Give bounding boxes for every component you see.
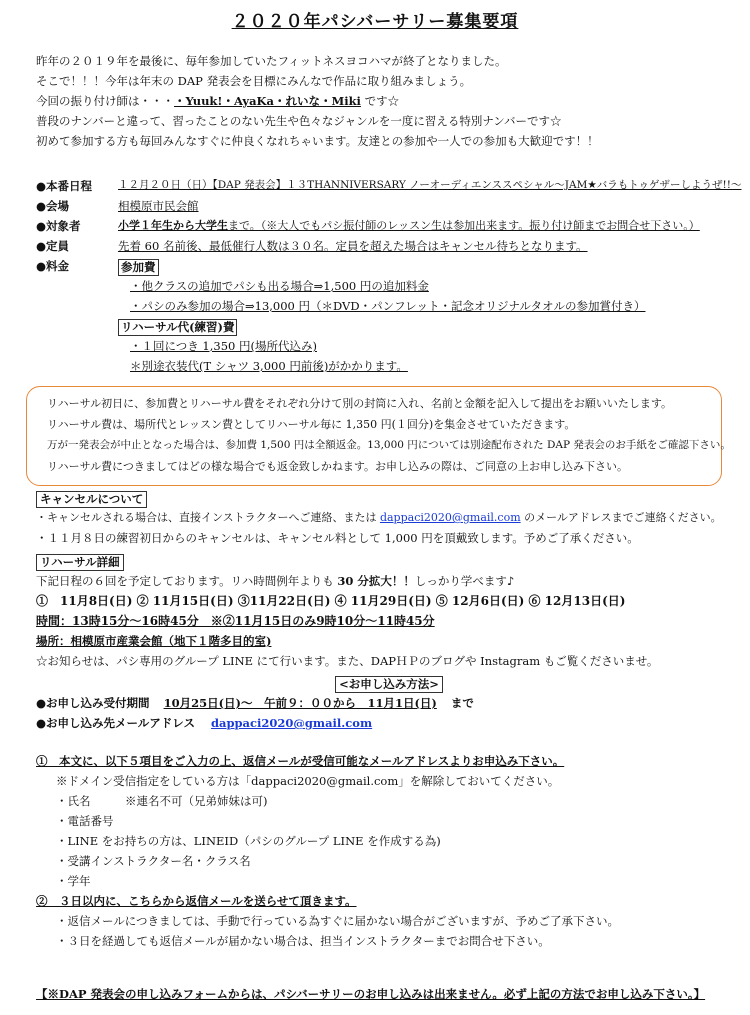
intro-section (36, 54, 726, 154)
apply-period (36, 696, 742, 716)
apply-period-suffix: まで (450, 696, 474, 710)
rehearsal-place: 場所：相模原市産業会館（地下１階多目的室) (36, 634, 272, 648)
apply-item: ・氏名 ※連名不可（兄弟姉妹は可) (56, 794, 268, 808)
target-rest: まで。（※大人でもパシ振付師のレッスン生は参加出来ます。振り付け師までお問合せ下さい。） (228, 219, 700, 232)
apply-item: ・LINE をお持ちの方は、LINEID（パシのグループ LINE を作成する為) (56, 834, 441, 848)
capacity-label: ●定員 (36, 239, 70, 253)
fee-line (36, 359, 736, 379)
info-row-fee (36, 259, 736, 279)
fee-box-label: リハーサル代(練習)費 (118, 319, 237, 336)
fee-line (36, 279, 736, 299)
intro-line: 昨年の２０１９年を最後に、毎年参加していたフィットネスヨコハマが終了となりました。 (36, 54, 507, 68)
intro-line: そこで！！！今年は年末の DAP 発表会を目標にみんなで作品に取り組みましょう。 (36, 74, 472, 88)
fee-line-text: ・パシのみ参加の場合⇒13,000 円（＊DVD・パンフレット・記念オリジナルタオルの参加賞付き） (130, 299, 646, 313)
apply-email-label: ●お申し込み先メールアドレス (36, 716, 195, 730)
notice-line: リハーサル費につきましてはどの様な場合でも返金致しかねます。お申し込みの際は、ご同意の上お申し込み下さい。 (47, 460, 629, 473)
target-label: ●対象者 (36, 219, 81, 233)
target-value (118, 219, 700, 233)
rehearsal-line (36, 574, 742, 594)
cancel-heading-row (36, 491, 742, 511)
cancel-heading: キャンセルについて (36, 491, 147, 508)
venue-value: 相模原市民会館 (118, 199, 199, 213)
apply-step-note: ・返信メールにつきましては、手動で行っている為すぐに届かない場合がございますが、予めご了承下さい。 (56, 914, 620, 928)
fee-line (36, 339, 736, 359)
cancel-section (36, 491, 742, 551)
apply-period-value: 10月25日(日)～ 午前９：００から 11月1日(日) (163, 696, 437, 710)
cancel-line (36, 511, 742, 531)
info-row-venue (36, 199, 736, 219)
cancel-line-prefix: ・キャンセルされる場合は、直接インストラクターへご連絡、または (36, 511, 380, 524)
capacity-value: 先着 60 名前後、最低催行人数は３０名。定員を超えた場合はキャンセル待ちとなります。 (118, 239, 588, 253)
fee-line (36, 299, 736, 319)
apply-heading: <お申し込み方法> (335, 676, 443, 693)
fee-line-text: ＊別途衣装代(T シャツ 3,000 円前後)がかかります。 (130, 359, 408, 373)
apply-item: ・受講インストラクター名・クラス名 (56, 854, 251, 868)
intro-line (36, 94, 726, 114)
apply-step-2: ② ３日以内に、こちらから返信メールを送らせて頂きます。 (36, 894, 357, 908)
apply-item: ・学年 (56, 874, 91, 888)
cancel-email-link[interactable]: dappaci2020@gmail.com (379, 511, 521, 524)
page-title: ２０２０年パシバーサリー募集要項 (231, 12, 519, 32)
apply-period-label: ●お申し込み受付期間 (36, 696, 150, 710)
rehearsal-line-suffix: しっかり学べます♪ (414, 574, 515, 588)
choreographer-suffix: です☆ (360, 94, 400, 108)
info-row-capacity (36, 239, 736, 259)
rehearsal-line-prefix: 下記日程の６回を予定しております。リハ時間例年よりも (36, 574, 338, 588)
footer-warning: 【※DAP 発表会の申し込みフォームからは、パシバーサリーのお申し込みは出来ません。必ず上記の方法でお申し込み下さい。】 (36, 987, 706, 1001)
event-info (36, 179, 742, 379)
date-label: ●本番日程 (36, 179, 93, 193)
choreographer-prefix: 今回の振り付け師は・・・ (36, 94, 174, 108)
rehearsal-notice: ☆お知らせは、パシ専用のグループ LINE にて行います。また、DAPＨＰのブログや Instagram もご覧くださいませ。 (36, 654, 659, 668)
rehearsal-section (36, 554, 742, 674)
rehearsal-time: 時間：13時15分～16時45分 ※②11月15日のみ9時10分～11時45分 (36, 614, 435, 628)
notice-line: 万が一発表会が中止となった場合は、参加費 1,500 円は全額返金。13,000 円については別途配布された DAP 発表会のお手紙をご確認下さい。 (47, 439, 731, 451)
apply-item: ・電話番号 (56, 814, 114, 828)
fee-box-rehearsal (36, 319, 736, 339)
apply-email-link[interactable]: dappaci2020@gmail.com (210, 716, 373, 730)
venue-label: ●会場 (36, 199, 70, 213)
intro-line: 初めて参加する方も毎回みんなすぐに仲良くなれちゃいます。友達との参加や一人での参加も大歓迎です！！ (36, 134, 599, 148)
apply-step-note: ・３日を経過しても返信メールが届かない場合は、担当インストラクターまでお問合せ下さい。 (56, 934, 550, 948)
info-row-target (36, 219, 736, 239)
apply-email-row (36, 716, 742, 736)
important-notice-box (26, 386, 731, 486)
fee-box-participation (118, 259, 159, 276)
fee-line-text: ・１回につき 1,350 円(場所代込み) (130, 339, 317, 353)
rehearsal-heading: リハーサル詳細 (36, 554, 124, 571)
info-row-date (36, 179, 742, 199)
cancel-line-suffix: のメールアドレスまでご連絡ください。 (520, 511, 722, 524)
cancel-line: ・１１月８日の練習初日からのキャンセルは、キャンセル料として 1,000 円を頂戴致します。予めご了承ください。 (36, 531, 639, 545)
fee-box-label: 参加費 (118, 259, 159, 276)
intro-line: 普段のナンバーと違って、習ったことのない先生や色々なジャンルを一度に習える特別ナンバーです☆ (36, 114, 562, 128)
choreographer-names: ・Yuuk!・AyaKa・れいな・Miki (174, 94, 361, 108)
notice-line: リハーサル費は、場所代とレッスン費としてリハーサル毎に 1,350 円(１回分)を集金させていただきます。 (47, 418, 576, 431)
rehearsal-dates: ① 11月8日(日) ② 11月15日(日) ③11月22日(日) ④ 11月29日(日) ⑤ 12月6日(日) ⑥ 12月13日(日) (36, 594, 626, 608)
rehearsal-line-bold: 30 分拡大！！ (337, 574, 415, 588)
apply-step-1: ① 本文に、以下５項目をご入力の上、返信メールが受信可能なメールアドレスよりお申込み下さい。 (36, 754, 565, 768)
fee-label: ●料金 (36, 259, 70, 273)
fee-line-text: ・他クラスの追加でパシも出る場合⇒1,500 円の追加料金 (130, 279, 429, 293)
apply-section (36, 676, 742, 954)
date-value: １２月２０日（日）【DAP 発表会】１３THANNIVERSARY ノーオーディエンススペシャル～JAM★バラもトゥゲザーしようぜ!!～ (118, 179, 742, 191)
apply-step-note: ※ドメイン受信指定をしている方は「dappaci2020@gmail.com」を解除しておいてください。 (56, 774, 560, 788)
rehearsal-heading-row (36, 554, 742, 574)
target-bold: 小学１年生から大学生 (118, 219, 228, 232)
apply-heading-row (36, 676, 742, 696)
notice-line: リハーサル初日に、参加費とリハーサル費をそれぞれ分けて別の封筒に入れ、名前と金額を記入して提出をお願いいたします。 (47, 397, 673, 410)
